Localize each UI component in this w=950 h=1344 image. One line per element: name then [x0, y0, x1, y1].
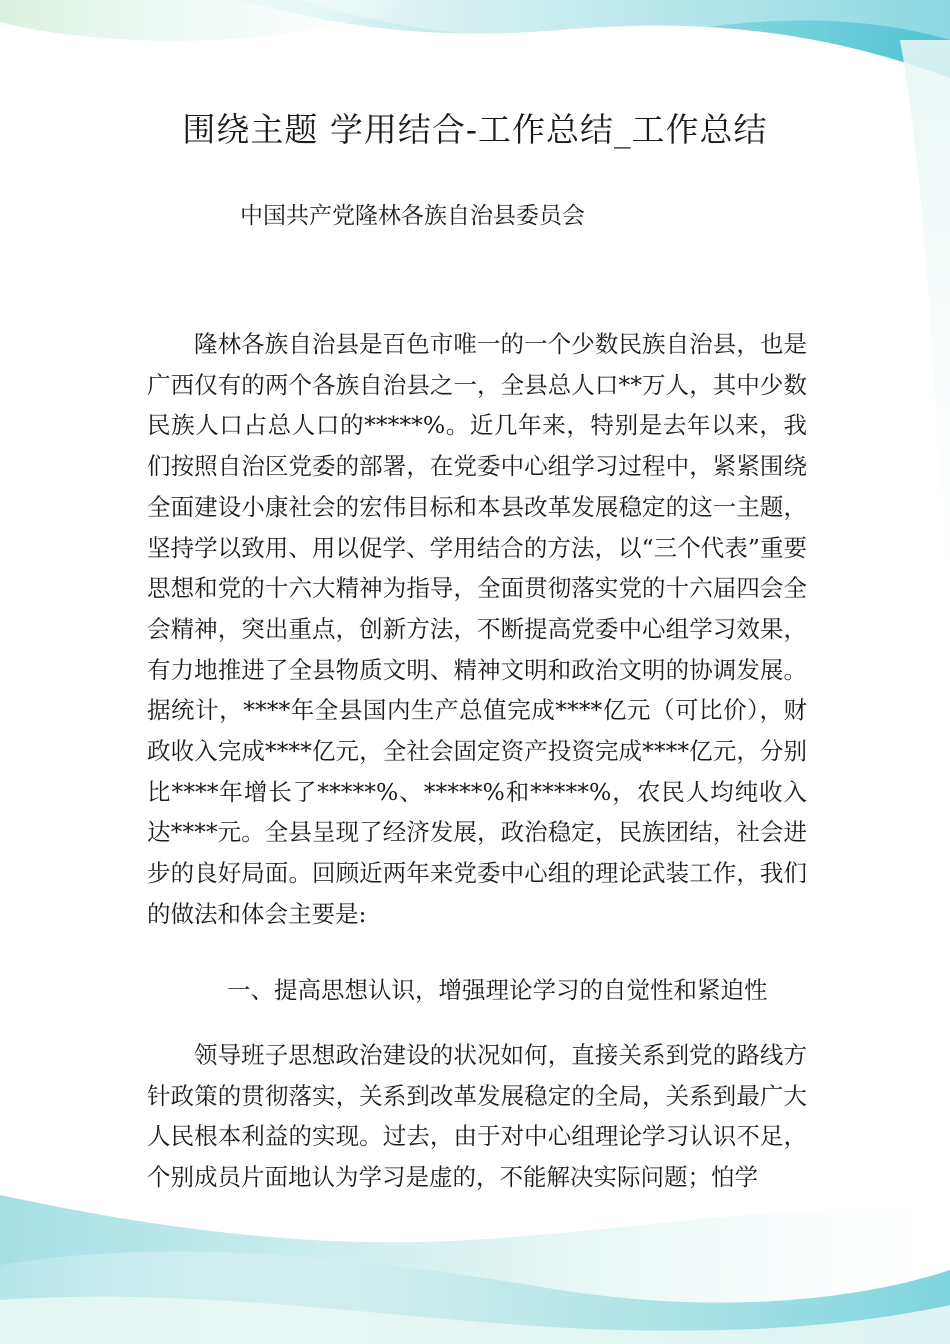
body-paragraph: 领导班子思想政治建设的状况如何，直接关系到党的路线方针政策的贯彻落实，关系到改革发展稳定的全局，关系到最广大人民根本利益的实现。过去，由于对中心组理论学习认识不足，个别成员片面地认为学习是虚的，不能解决实际问题；怕学: [147, 1041, 807, 1192]
organization-name: 中国共产党隆林各族自治县委员会: [240, 203, 585, 229]
document-title: 围绕主题 学用结合-工作总结_工作总结: [182, 110, 768, 149]
body-paragraph: 隆林各族自治县是百色市唯一的一个少数民族自治县，也是广西仅有的两个各族自治县之一，全县总人口**万人，其中少数民族人口占总人口的*****%。近几年来，特别是去年以来，我们按照自治区党委的部署，在党委中心组学习过程中，紧紧围绕全面建设小康社会的宏伟目标和本县改革发展稳定的这一主题，坚持学以致用、用以促学、学用结合的方法，以“三个代表”重要思想和党的十六大精神为指导，全面贯彻落实党的十六届四会全会精神，突出重点，创新方法，不断提高党委中心组学习效果，有力地推进了全县物质文明、精神文明和政治文明的协调发展。据统计，****年全县国内生产总值完成****亿元（可比价），财政收入完成****亿元，全社会固定资产投资完成****亿元，分别比****年增长了*****%、*****%和*****%，农民人均纯收入达****元。全县呈现了经济发展，政治稳定，民族团结，社会进步的良好局面。回顾近两年来党委中心组的理论武装工作，我们的做法和体会主要是:: [147, 330, 807, 928]
section-heading: 一、提高思想认识，增强理论学习的自觉性和紧迫性: [227, 976, 768, 1004]
